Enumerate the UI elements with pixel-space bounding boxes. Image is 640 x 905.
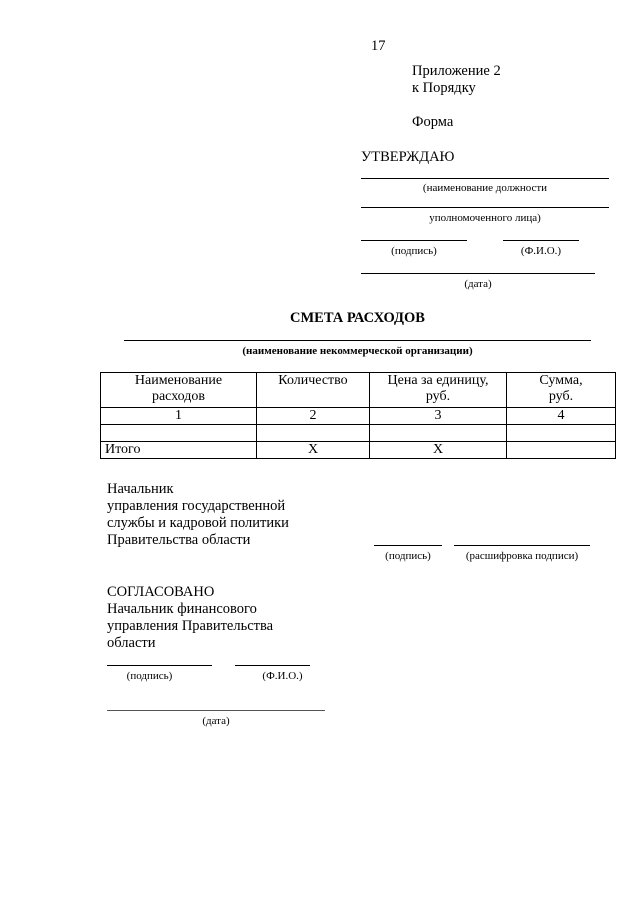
- agreed-line-3: области: [107, 635, 156, 651]
- chief-line-1: Начальник: [107, 481, 174, 497]
- table-cell: Х: [257, 442, 370, 459]
- chief-line-4: Правительства области: [107, 532, 251, 548]
- header-cell: [101, 373, 257, 408]
- appendix-line-1: Приложение 2: [412, 63, 501, 79]
- header-text: Цена за единицу,: [387, 373, 489, 388]
- position-hint-1: (наименование должности: [422, 182, 548, 194]
- approve-date-hint: (дата): [464, 278, 492, 290]
- approve-signature-hint: (подпись): [391, 245, 437, 257]
- organization-hint: (наименование некоммерческой организации): [242, 345, 473, 357]
- approve-name-hint: (Ф.И.О.): [520, 245, 562, 257]
- position-hint-2: уполномоченного лица): [429, 212, 541, 224]
- table-total-row: [101, 442, 616, 459]
- table-row: [101, 425, 616, 442]
- table-cell: 2: [257, 408, 370, 425]
- appendix-line-2: к Порядку: [412, 80, 476, 96]
- chief-decoding-line: [454, 545, 590, 546]
- agreed-line-2: управления Правительства: [107, 618, 274, 634]
- header-text: расходов: [151, 389, 206, 404]
- table-cell: 3: [370, 408, 507, 425]
- agreed-date-hint: (дата): [202, 715, 230, 727]
- document-title: СМЕТА РАСХОДОВ: [290, 310, 425, 326]
- chief-decoding-hint: (расшифровка подписи): [465, 550, 579, 562]
- position-line-1: [361, 178, 609, 179]
- header-text: Наименование: [134, 373, 223, 388]
- approve-signature-line: [361, 240, 467, 241]
- approve-date-line: [361, 273, 595, 274]
- chief-line-2: управления государственной: [107, 498, 286, 514]
- table-header-row: [101, 373, 616, 408]
- chief-signature-hint: (подпись): [385, 550, 431, 562]
- table-cell: 4: [507, 408, 616, 425]
- table-cell: [370, 425, 507, 442]
- table-cell: [257, 425, 370, 442]
- table-cell: [507, 425, 616, 442]
- position-line-2: [361, 207, 609, 208]
- header-text: руб.: [548, 389, 574, 404]
- table-cell: Х: [370, 442, 507, 459]
- agreed-line-1: Начальник финансового: [107, 601, 257, 617]
- agreed-name-line: [235, 665, 310, 666]
- header-text: руб.: [425, 389, 451, 404]
- header-text: Сумма,: [539, 373, 583, 388]
- table-cell: Итого: [101, 442, 257, 459]
- agreed-date-line: [107, 710, 325, 711]
- approve-name-line: [503, 240, 579, 241]
- table-cell: [101, 425, 257, 442]
- table-number-row: [101, 408, 616, 425]
- header-cell: [507, 373, 616, 408]
- cost-table: [100, 372, 616, 459]
- header-text: Количество: [278, 373, 348, 388]
- header-cell: [370, 373, 507, 408]
- agreed-signature-hint: (подпись): [126, 670, 173, 682]
- organization-line: [124, 340, 591, 341]
- chief-line-3: службы и кадровой политики: [107, 515, 289, 531]
- chief-signature-line: [374, 545, 442, 546]
- form-label: Форма: [412, 114, 454, 130]
- page-number: 17: [371, 38, 386, 54]
- approve-title: УТВЕРЖДАЮ: [361, 149, 455, 165]
- agreed-name-hint: (Ф.И.О.): [262, 670, 303, 682]
- table-cell: 1: [101, 408, 257, 425]
- header-cell: [257, 373, 370, 408]
- table-cell: [507, 442, 616, 459]
- agreed-signature-line: [107, 665, 212, 666]
- agreed-title: СОГЛАСОВАНО: [107, 584, 215, 600]
